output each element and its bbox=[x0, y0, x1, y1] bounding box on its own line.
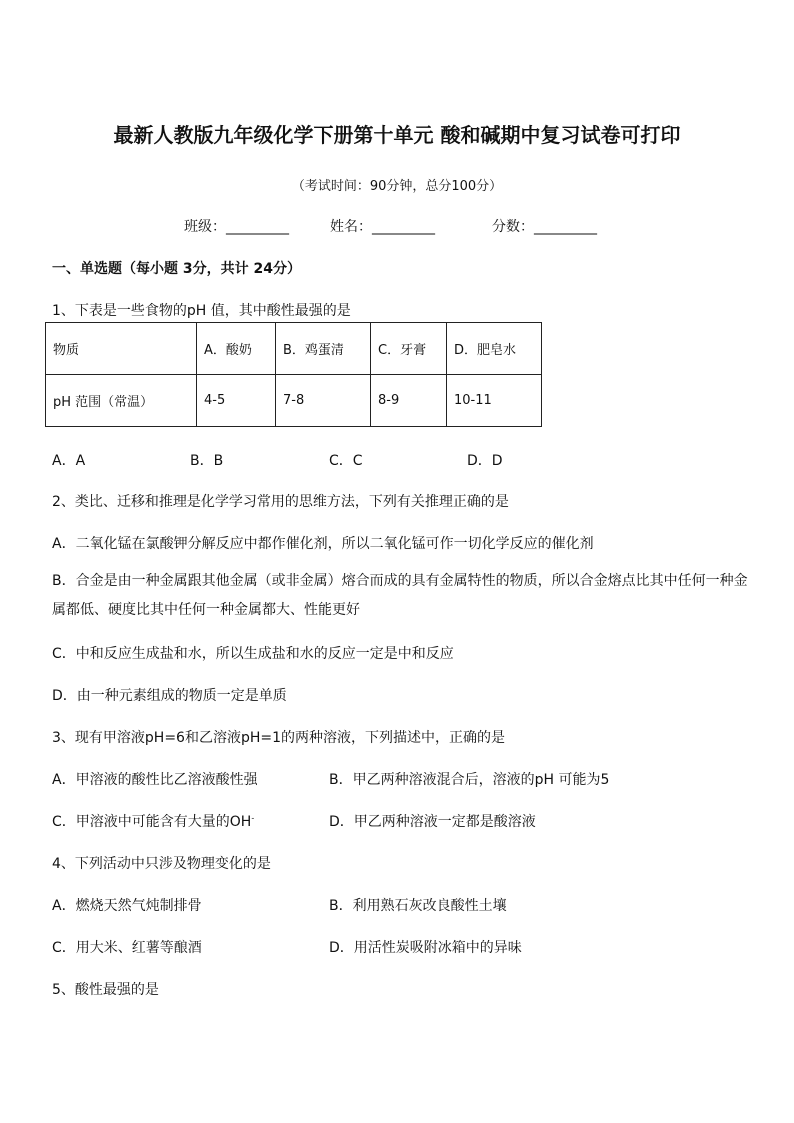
q1-option-a: A．A bbox=[52, 453, 86, 469]
table-cell: 物质 bbox=[46, 323, 197, 375]
q3-option-d: D．甲乙两种溶液一定都是酸溶液 bbox=[329, 814, 536, 830]
q3-option-a: A．甲溶液的酸性比乙溶液酸性强 bbox=[52, 772, 258, 788]
class-field: 班级：_________ bbox=[184, 219, 289, 235]
score-field: 分数：_________ bbox=[492, 219, 597, 235]
q4-option-b: B．利用熟石灰改良酸性土壤 bbox=[329, 898, 507, 914]
q3-option-c bbox=[52, 811, 254, 831]
name-field: 姓名：_________ bbox=[330, 219, 435, 235]
q2-option-d: D．由一种元素组成的物质一定是单质 bbox=[52, 688, 287, 704]
q1-option-b: B．B bbox=[190, 453, 224, 469]
q4-option-a: A．燃烧天然气炖制排骨 bbox=[52, 898, 202, 914]
ph-table bbox=[45, 322, 542, 427]
table-cell: A．酸奶 bbox=[197, 323, 276, 375]
page-title: 最新人教版九年级化学下册第十单元 酸和碱期中复习试卷可打印 bbox=[113, 123, 681, 147]
table-cell: B．鸡蛋清 bbox=[276, 323, 371, 375]
q3-stem: 3、现有甲溶液pH=6和乙溶液pH=1的两种溶液，下列描述中，正确的是 bbox=[52, 730, 506, 746]
table-cell: pH 范围（常温） bbox=[46, 375, 197, 427]
table-cell: 4-5 bbox=[197, 375, 276, 427]
table-cell: 8-9 bbox=[371, 375, 447, 427]
q4-option-d: D．用活性炭吸附冰箱中的异味 bbox=[329, 940, 522, 956]
q2-option-b: B．合金是由一种金属跟其他金属（或非金属）熔合而成的具有金属特性的物质，所以合金熔点比其中任何一种金属都低、硬度比其中任何一种金属都大、性能更好 bbox=[52, 573, 748, 618]
q5-stem: 5、酸性最强的是 bbox=[52, 982, 159, 998]
exam-time-note: （考试时间：90分钟，总分100分） bbox=[291, 179, 503, 194]
table-header-row bbox=[46, 323, 542, 375]
q3-option-c-text: C．甲溶液中可能含有大量的OH bbox=[52, 814, 252, 830]
hydroxide-charge: - bbox=[251, 813, 255, 823]
q2-option-c: C．中和反应生成盐和水，所以生成盐和水的反应一定是中和反应 bbox=[52, 646, 454, 662]
q2-option-a: A．二氧化锰在氯酸钾分解反应中都作催化剂，所以二氧化锰可作一切化学反应的催化剂 bbox=[52, 536, 594, 552]
q1-stem: 1、下表是一些食物的pH 值，其中酸性最强的是 bbox=[52, 303, 351, 319]
table-cell: C．牙膏 bbox=[371, 323, 447, 375]
q2-stem: 2、类比、迁移和推理是化学学习常用的思维方法，下列有关推理正确的是 bbox=[52, 494, 509, 510]
table-cell: 7-8 bbox=[276, 375, 371, 427]
q1-option-c: C．C bbox=[329, 453, 363, 469]
q4-option-c: C．用大米、红薯等酿酒 bbox=[52, 940, 202, 956]
table-row bbox=[46, 375, 542, 427]
q1-option-d: D．D bbox=[467, 453, 503, 469]
table-cell: 10-11 bbox=[447, 375, 542, 427]
q4-stem: 4、下列活动中只涉及物理变化的是 bbox=[52, 856, 271, 872]
q3-option-b: B．甲乙两种溶液混合后，溶液的pH 可能为5 bbox=[329, 772, 610, 788]
table-cell: D．肥皂水 bbox=[447, 323, 542, 375]
section-heading: 一、单选题（每小题 3分，共计 24分） bbox=[52, 261, 301, 277]
